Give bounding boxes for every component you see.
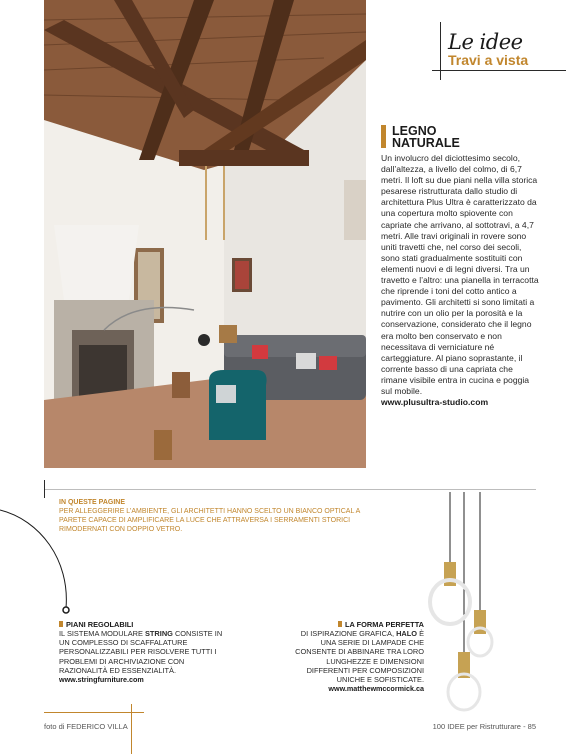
product-halo-title: LA FORMA PERFETTA: [284, 620, 424, 629]
photo-caption: [59, 498, 389, 534]
article-body: Un involucro del diciottesimo secolo, dall’altezza, a livello del colmo, di 6,7 metri. Il loft su due piani nella villa storica pesarese ristrutturata dallo studio di architettura Plus Ultra è caratterizzato da una copertura molto spiovente con capriate che arrivano, al sottotravi, a 4,7 metri. Alle travi originali in rovere sono uniti travetti che, nel corso dei secoli, sono stati gradualmente sostituiti con elementi nuovi e di legni diversi. Tra un travetto e l’altro: una pianella in terracotta che riprende i toni del cotto antico a pavimento. Gli architetti si sono limitati a nutrire con un olio per la porosità e la conservazione, considerato che il legno era molto ben conservato e non necessitava di verniciature né carteggiature. Al piano soprastante, il corrente basso di una capriata che rimane visibile entra in cucina e poggia sul mobile.: [381, 153, 539, 396]
headline-line-1: LEGNO: [392, 124, 437, 138]
footer-horizontal-rule: [44, 712, 144, 713]
caption-tick: [44, 480, 45, 498]
headline-line-2: NATURALE: [392, 136, 460, 150]
photo-credit: foto di FEDERICO VILLA: [44, 722, 128, 731]
article-link[interactable]: www.plusultra-studio.com: [381, 397, 489, 408]
tag-vertical-rule: [440, 22, 441, 80]
accent-square: [338, 621, 342, 627]
caption-rule: [44, 489, 536, 490]
caption-lead: IN QUESTE PAGINE: [59, 499, 125, 506]
decorative-curve: [0, 500, 80, 620]
accent-square: [59, 621, 63, 627]
tag-horizontal-rule: [432, 70, 566, 71]
section-subtitle: Travi a vista: [448, 52, 529, 68]
loft-photo: [44, 0, 366, 468]
caption-text: PER ALLEGGERIRE L’AMBIENTE, GLI ARCHITETTI HANNO SCELTO UN BIANCO OPTICAL A PARETE CAPACE DI AMPLIFICARE LA LUCE CHE ATTRAVERSA I SERRAMENTI STORICI RIMODERNATI CON DOPPIO VETRO.: [59, 508, 360, 533]
section-tag: [432, 22, 572, 82]
article-headline: [392, 125, 541, 149]
halo-lamps-image: [424, 492, 504, 722]
product-halo: [284, 620, 424, 694]
product-string: [59, 620, 229, 685]
product-string-title: PIANI REGOLABILI: [59, 620, 229, 629]
headline-accent-bar: [381, 125, 386, 148]
product-string-link[interactable]: www.stringfurniture.com: [59, 675, 144, 685]
page-number: 100 IDEE per Ristrutturare - 85: [432, 722, 536, 731]
product-halo-brand: HALO: [396, 629, 418, 638]
section-title: Le idee: [448, 30, 523, 54]
product-string-text: IL SISTEMA MODULARE STRING CONSISTE IN UN COMPLESSO DI SCAFFALATURE PERSONALIZZABILI PER RISOLVERE TUTTI I PROBLEMI DI ARCHIVIAZIONE CON RAZIONALITÀ ED ESSENZIALITÀ.: [59, 629, 223, 675]
product-halo-link[interactable]: www.matthewmccormick.ca: [328, 684, 424, 694]
product-halo-text: DI ISPIRAZIONE GRAFICA, HALO È UNA SERIE DI LAMPADE CHE CONSENTE DI ABBINARE TRA LORO LUNGHEZZE E DIMENSIONI DIFFERENTI PER COMPOSIZIONI UNICHE E SOFISTICATE.: [295, 629, 424, 685]
loft-illustration: [44, 0, 366, 468]
product-string-brand: STRING: [144, 629, 173, 638]
main-article: [381, 125, 541, 408]
